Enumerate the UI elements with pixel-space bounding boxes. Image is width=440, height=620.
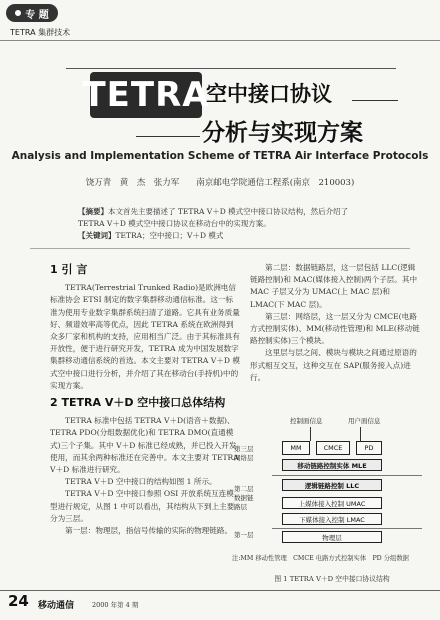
title-underline-1 <box>352 100 398 101</box>
connector-line <box>310 427 311 441</box>
layer-divider <box>272 528 422 529</box>
bullet-icon <box>15 10 21 16</box>
cmce-box: CMCE <box>316 441 350 455</box>
title-line-2: 分析与实现方案 <box>202 120 363 146</box>
keywords-label: 【关键词】 <box>78 231 116 240</box>
mm-box: MM <box>282 441 310 455</box>
header-divider <box>0 40 440 41</box>
abstract-block <box>78 206 376 242</box>
footer-divider <box>0 590 440 591</box>
section-badge <box>6 4 58 22</box>
layer3-label: 第三层 网络层 <box>234 445 254 462</box>
umac-box: 上媒体接入控制 UMAC <box>282 497 382 509</box>
section-heading-1: 1 引 言 <box>50 263 88 276</box>
paragraph: 第二层：数据链路层，这一层包括 LLC(逻辑链路控制)和 MAC(媒体接入控制)两个子层。其中 MAC 子层又分为 UMAC(上 MAC 层)和 LMAC(下 MAC 层)。 <box>250 263 418 309</box>
right-column <box>250 262 420 384</box>
left-column <box>50 262 240 537</box>
lmac-box: 下媒体接入控制 LMAC <box>282 513 382 525</box>
journal-name: 移动通信 <box>38 601 75 611</box>
page-header <box>0 0 440 37</box>
paragraph: TETRA 标准中包括 TETRA V＋D(语音＋数据)、TETRA PDO(分组数据优化)和 TETRA DMO(直通模式)三个子集。其中 V＋D 标准已经成熟，并已投入开发使用，而其余两种标准还在完善中。本文主要对 TETRA V＋D 标准进行研究。 <box>50 416 239 475</box>
issue-info: 2000 年第 4 期 <box>92 601 139 609</box>
paragraph: 第三层：网络层，这一层又分为 CMCE(电路方式控制实体)、MM(移动性管理)和 MLE(移动链路控制实体)三个模块。 <box>250 311 420 346</box>
layer2-label: 第二层 数据链 路层 <box>234 485 254 511</box>
column-name: TETRA 集群技术 <box>10 28 71 37</box>
layer-divider <box>272 475 422 476</box>
title-underline-2 <box>136 136 200 137</box>
section-badge-label: 专 题 <box>25 9 49 21</box>
title-tetra-logo: TETRA <box>90 72 202 118</box>
section-heading-2: 2 TETRA V＋D 空中接口总体结构 <box>50 396 226 410</box>
connector-line <box>360 427 361 441</box>
author-line: 饶万青 黄 杰 张力军 南京邮电学院通信工程系(南京 210003) <box>85 178 355 188</box>
mle-box: 移动链路控制实体 MLE <box>282 459 382 471</box>
control-plane-label: 控制面信息 <box>290 417 323 425</box>
physical-layer-box: 物理层 <box>282 531 382 543</box>
keywords-text: TETRA；空中接口；V＋D 模式 <box>115 231 224 240</box>
pd-box: PD <box>356 441 382 455</box>
paragraph: TETRA(Terrestrial Trunked Radio)是欧洲电信标准协会 ETSI 制定的数字集群移动通信标准。这一标准为使用专业数字集群系统扫清了道路。它具有业务质量好、频谱效率高等优点，因此 TETRA 系统在欧洲得到众多厂家和机构的支持，应用相当广泛。由于其标准具有开放性，便于进行研究开发，TETRA 成为中国发展数字集群移动通信系统的首选。本文主要对 TETRA V＋D 模式空中接口进行分析，并介绍了其在移动台(手持机)中的实现方案。 <box>50 283 240 390</box>
paragraph: TETRA V＋D 空中接口参照 OSI 开放系统互连模型进行规定，从图 1 中可以看出，其结构从下到上主要分为三层。 <box>50 489 235 523</box>
paragraph: 这里层与层之间、模块与模块之间通过原语的形式相互交互，这种交互在 SAP(服务接入点)进行。 <box>250 348 417 382</box>
llc-box: 逻辑链路控制 LLC <box>282 479 382 491</box>
figure-caption: 图 1 TETRA V＋D 空中接口协议结构 <box>274 575 390 583</box>
title-rule <box>66 68 396 69</box>
layer1-label: 第一层 <box>234 531 254 539</box>
paragraph: TETRA V＋D 空中接口的结构如图 1 所示。 <box>65 477 217 487</box>
page-number: 24 <box>8 592 29 610</box>
user-plane-label: 用户面信息 <box>348 417 381 425</box>
diagram-note: 注:MM 移动性管理 CMCE 电路方式控制实体 PD 分组数据 <box>232 555 409 562</box>
abstract-label: 【摘要】 <box>78 207 108 216</box>
paragraph: 第一层：物理层，指信号传输的实际的物理链路。 <box>65 526 233 536</box>
protocol-structure-diagram <box>232 415 432 550</box>
abstract-divider <box>30 248 410 249</box>
abstract-text: 本文首先主要描述了 TETRA V＋D 模式空中接口协议结构，然后介绍了 TETRA V＋D 模式空中接口协议在移动台中的实现方案。 <box>78 207 349 228</box>
english-title: Analysis and Implementation Scheme of TETRA Air Interface Protocols <box>11 150 429 162</box>
title-line-1: 空中接口协议 <box>206 82 332 106</box>
